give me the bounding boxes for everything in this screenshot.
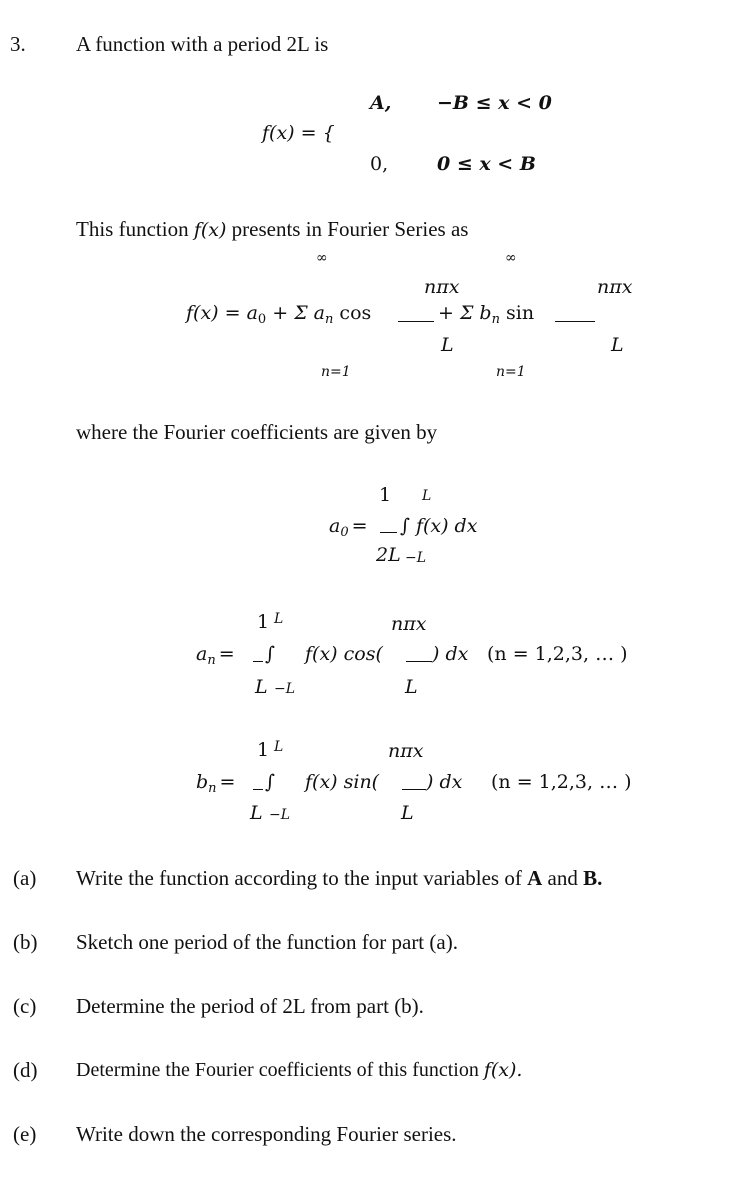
an-numerator: 1	[257, 611, 270, 633]
cos-arg-numerator: nπx	[424, 276, 460, 298]
bn-upper-limit: L	[274, 739, 284, 755]
a0-denominator: 2L	[376, 544, 401, 566]
a0-numerator: 1	[379, 484, 392, 506]
an-fraction-bar	[253, 661, 263, 662]
bn-integrand-pre: f(x) sin(	[305, 771, 380, 793]
bn-integral-sign: ∫	[265, 771, 275, 793]
coef-intro: where the Fourier coefficients are given by	[76, 420, 438, 444]
sum-b-upper-limit: ∞	[505, 250, 517, 266]
part-b-label: (b)	[13, 930, 38, 954]
case1-condition: −B ≤ x < 0	[437, 92, 552, 114]
series-intro-pre: This function	[76, 217, 189, 241]
series-equation-b	[438, 302, 535, 327]
bn-numerator: 1	[257, 739, 270, 761]
part-e-text: Write down the corresponding Fourier series.	[76, 1122, 457, 1146]
bn-integrand-post: ) dx	[426, 771, 463, 793]
cos-label: cos	[339, 302, 372, 324]
bn-lhs: $b_n$ =	[196, 771, 236, 796]
an-integral-sign: ∫	[265, 643, 275, 665]
series-lhs: f(x) = a	[186, 302, 258, 324]
part-e-label: (e)	[13, 1122, 37, 1146]
sin-label: sin	[506, 302, 535, 324]
a0-subscript: 0	[257, 312, 267, 327]
bn-denominator: L	[250, 802, 263, 824]
bn-subscript: n	[491, 312, 500, 327]
sum-a-upper-limit: ∞	[316, 250, 328, 266]
part-b-text: Sketch one period of the function for part (a).	[76, 930, 458, 954]
an-subscript: n	[325, 312, 334, 327]
an-lhs: $a_n$ =	[196, 643, 235, 668]
cos-arg-denominator: L	[441, 334, 454, 356]
an-arg-fraction-bar	[406, 661, 432, 662]
sin-arg-numerator: nπx	[597, 276, 633, 298]
an-integrand-post: ) dx	[432, 643, 469, 665]
an-lower-limit: −L	[274, 681, 296, 697]
a0-integrand: ∫ f(x) dx	[400, 515, 478, 537]
sin-arg-denominator: L	[611, 334, 624, 356]
an-arg-numerator: nπx	[391, 613, 427, 635]
bn-range: (n = 1,2,3, … )	[491, 771, 632, 793]
sum-b-lower-limit: n=1	[496, 364, 526, 380]
problem-intro: A function with a period 2L is	[76, 32, 329, 56]
a0-fraction-bar	[380, 532, 397, 533]
case2-condition: 0 ≤ x < B	[437, 153, 536, 175]
part-c-text: Determine the period of 2L from part (b).	[76, 994, 424, 1018]
bn-lower-limit: −L	[269, 807, 291, 823]
series-intro-post: presents in Fourier Series as	[231, 217, 469, 241]
problem-number: 3.	[10, 32, 26, 56]
series-sum-b: + Σ b	[438, 302, 492, 324]
piecewise-lhs: f(x) = {	[262, 122, 335, 144]
bn-arg-fraction-bar	[402, 789, 426, 790]
series-intro	[76, 219, 468, 240]
series-intro-fx: f(x)	[193, 219, 227, 241]
a0-lhs: $a_0$ =	[329, 515, 368, 540]
part-a-label: (a)	[13, 866, 37, 890]
part-c-label: (c)	[13, 994, 37, 1018]
bn-arg-denominator: L	[401, 802, 414, 824]
an-arg-denominator: L	[405, 676, 418, 698]
an-denominator: L	[255, 676, 268, 698]
part-d-text: Determine the Fourier coefficients of this function f(x).	[76, 1059, 523, 1081]
series-sum-a: + Σ a	[272, 302, 325, 324]
part-d-label: (d)	[13, 1058, 38, 1082]
bn-fraction-bar	[253, 789, 263, 790]
case2-value: 0,	[370, 153, 389, 175]
a0-lower-limit: −L	[405, 550, 427, 566]
an-range: (n = 1,2,3, … )	[487, 643, 628, 665]
sum-a-lower-limit: n=1	[321, 364, 351, 380]
an-upper-limit: L	[274, 611, 284, 627]
series-equation	[186, 302, 372, 327]
a0-upper-limit: L	[422, 488, 432, 504]
an-integrand-pre: f(x) cos(	[305, 643, 383, 665]
case1-value: A,	[370, 92, 392, 114]
cos-fraction-bar	[398, 321, 434, 322]
sin-fraction-bar	[555, 321, 595, 322]
bn-arg-numerator: nπx	[388, 740, 424, 762]
part-a-text: Write the function according to the input variables of A and B.	[76, 866, 603, 890]
